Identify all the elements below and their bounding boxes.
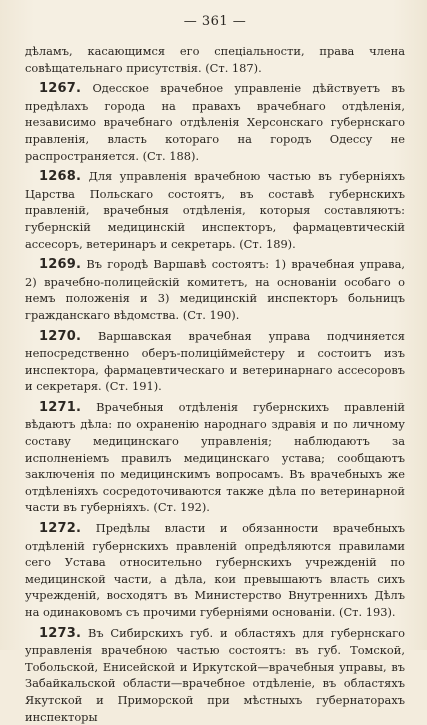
article-1272 xyxy=(25,520,405,621)
article-1271 xyxy=(25,399,405,516)
paragraph-continuation xyxy=(25,43,405,76)
article-text: Въ городѣ Варшавѣ состоятъ: 1) врачебная управа, 2) врачебно-полицейскій комитетъ, на основаніи особаго о немъ положенія и 3) медицинскій инспекторъ больницъ гражданскаго вѣдомства. (Ст. 190). xyxy=(25,257,405,322)
article-text: Въ Сибирскихъ губ. и областяхъ для губернскаго управленія врачебною частью состоятъ: въ губ. Томской, Тобольской, Енисейской и Иркутской—врачебныя управы, въ Забайкальской области—врачебное отдѣленіе, въ областяхъ Якутской и Приморской при мѣстныхъ губернаторахъ инспекторы xyxy=(25,625,405,724)
article-text: Для управленія врачебною частью въ губерніяхъ Царства Польскаго состоятъ, въ составѣ губернскихъ правленій, врачебныя отдѣленія, которыя составляютъ: губернскій медицинскій инспекторъ, фармацевтическій ассесоръ, ветеринаръ и секретарь. (Ст. 189). xyxy=(25,169,405,251)
article-text: Предѣлы власти и обязанности врачебныхъ отдѣленій губернскихъ правленій опредѣляются правилами сего Устава относительно губернскихъ учрежденій по медицинской части, а дѣла, кои превышаютъ власть сихъ учрежденій, восходятъ въ Министерство Внутреннихъ Дѣлъ на одинаковомъ съ прочими губерніями основаніи. (Ст. 193). xyxy=(25,521,405,619)
article-number: 1272. xyxy=(39,521,82,537)
article-1270 xyxy=(25,328,405,395)
article-1269 xyxy=(25,256,405,323)
article-number: 1271. xyxy=(39,399,82,415)
article-number: 1269. xyxy=(39,257,82,273)
paragraph-text: дѣламъ, касающимся его спеціальности, права члена совѣщательнаго присутствія. (Ст. 187). xyxy=(25,44,405,75)
page-number: — 361 — xyxy=(183,14,247,29)
article-1267 xyxy=(25,80,405,164)
article-text: Врачебныя отдѣленія губернскихъ правленій вѣдаютъ дѣла: по охраненію народнаго здравія и по личному составу медицинскаго управленія; наблюдаютъ за исполненіемъ правилъ медицинскаго устава; сообщаютъ заключенія по медицинскимъ вопросамъ. Въ врачебныхъ же отдѣленіяхъ сосредоточиваются также дѣла по ветеринарной части въ губерніяхъ. (Ст. 192). xyxy=(25,399,405,515)
article-text: Одесское врачебное управленіе дѣйствуетъ въ предѣлахъ города на правахъ врачебнаго отдѣленія, независимо врачебнаго отдѣленія Херсонскаго губернскаго правленія, власть котораго на городъ Одессу не распространяется. (Ст. 188). xyxy=(25,81,405,163)
article-number: 1270. xyxy=(39,328,82,344)
article-number: 1267. xyxy=(39,81,82,97)
article-number: 1268. xyxy=(39,169,82,185)
article-1273 xyxy=(25,625,405,725)
article-1268 xyxy=(25,168,405,252)
article-number: 1273. xyxy=(39,625,82,641)
article-text: Варшавская врачебная управа подчиняется непосредственно оберъ-полицiймейстеру и состоитъ изъ инспектора, фармацевтическаго и ветеринарнаго ассесоровъ и секретаря. (Ст. 191). xyxy=(25,328,405,394)
